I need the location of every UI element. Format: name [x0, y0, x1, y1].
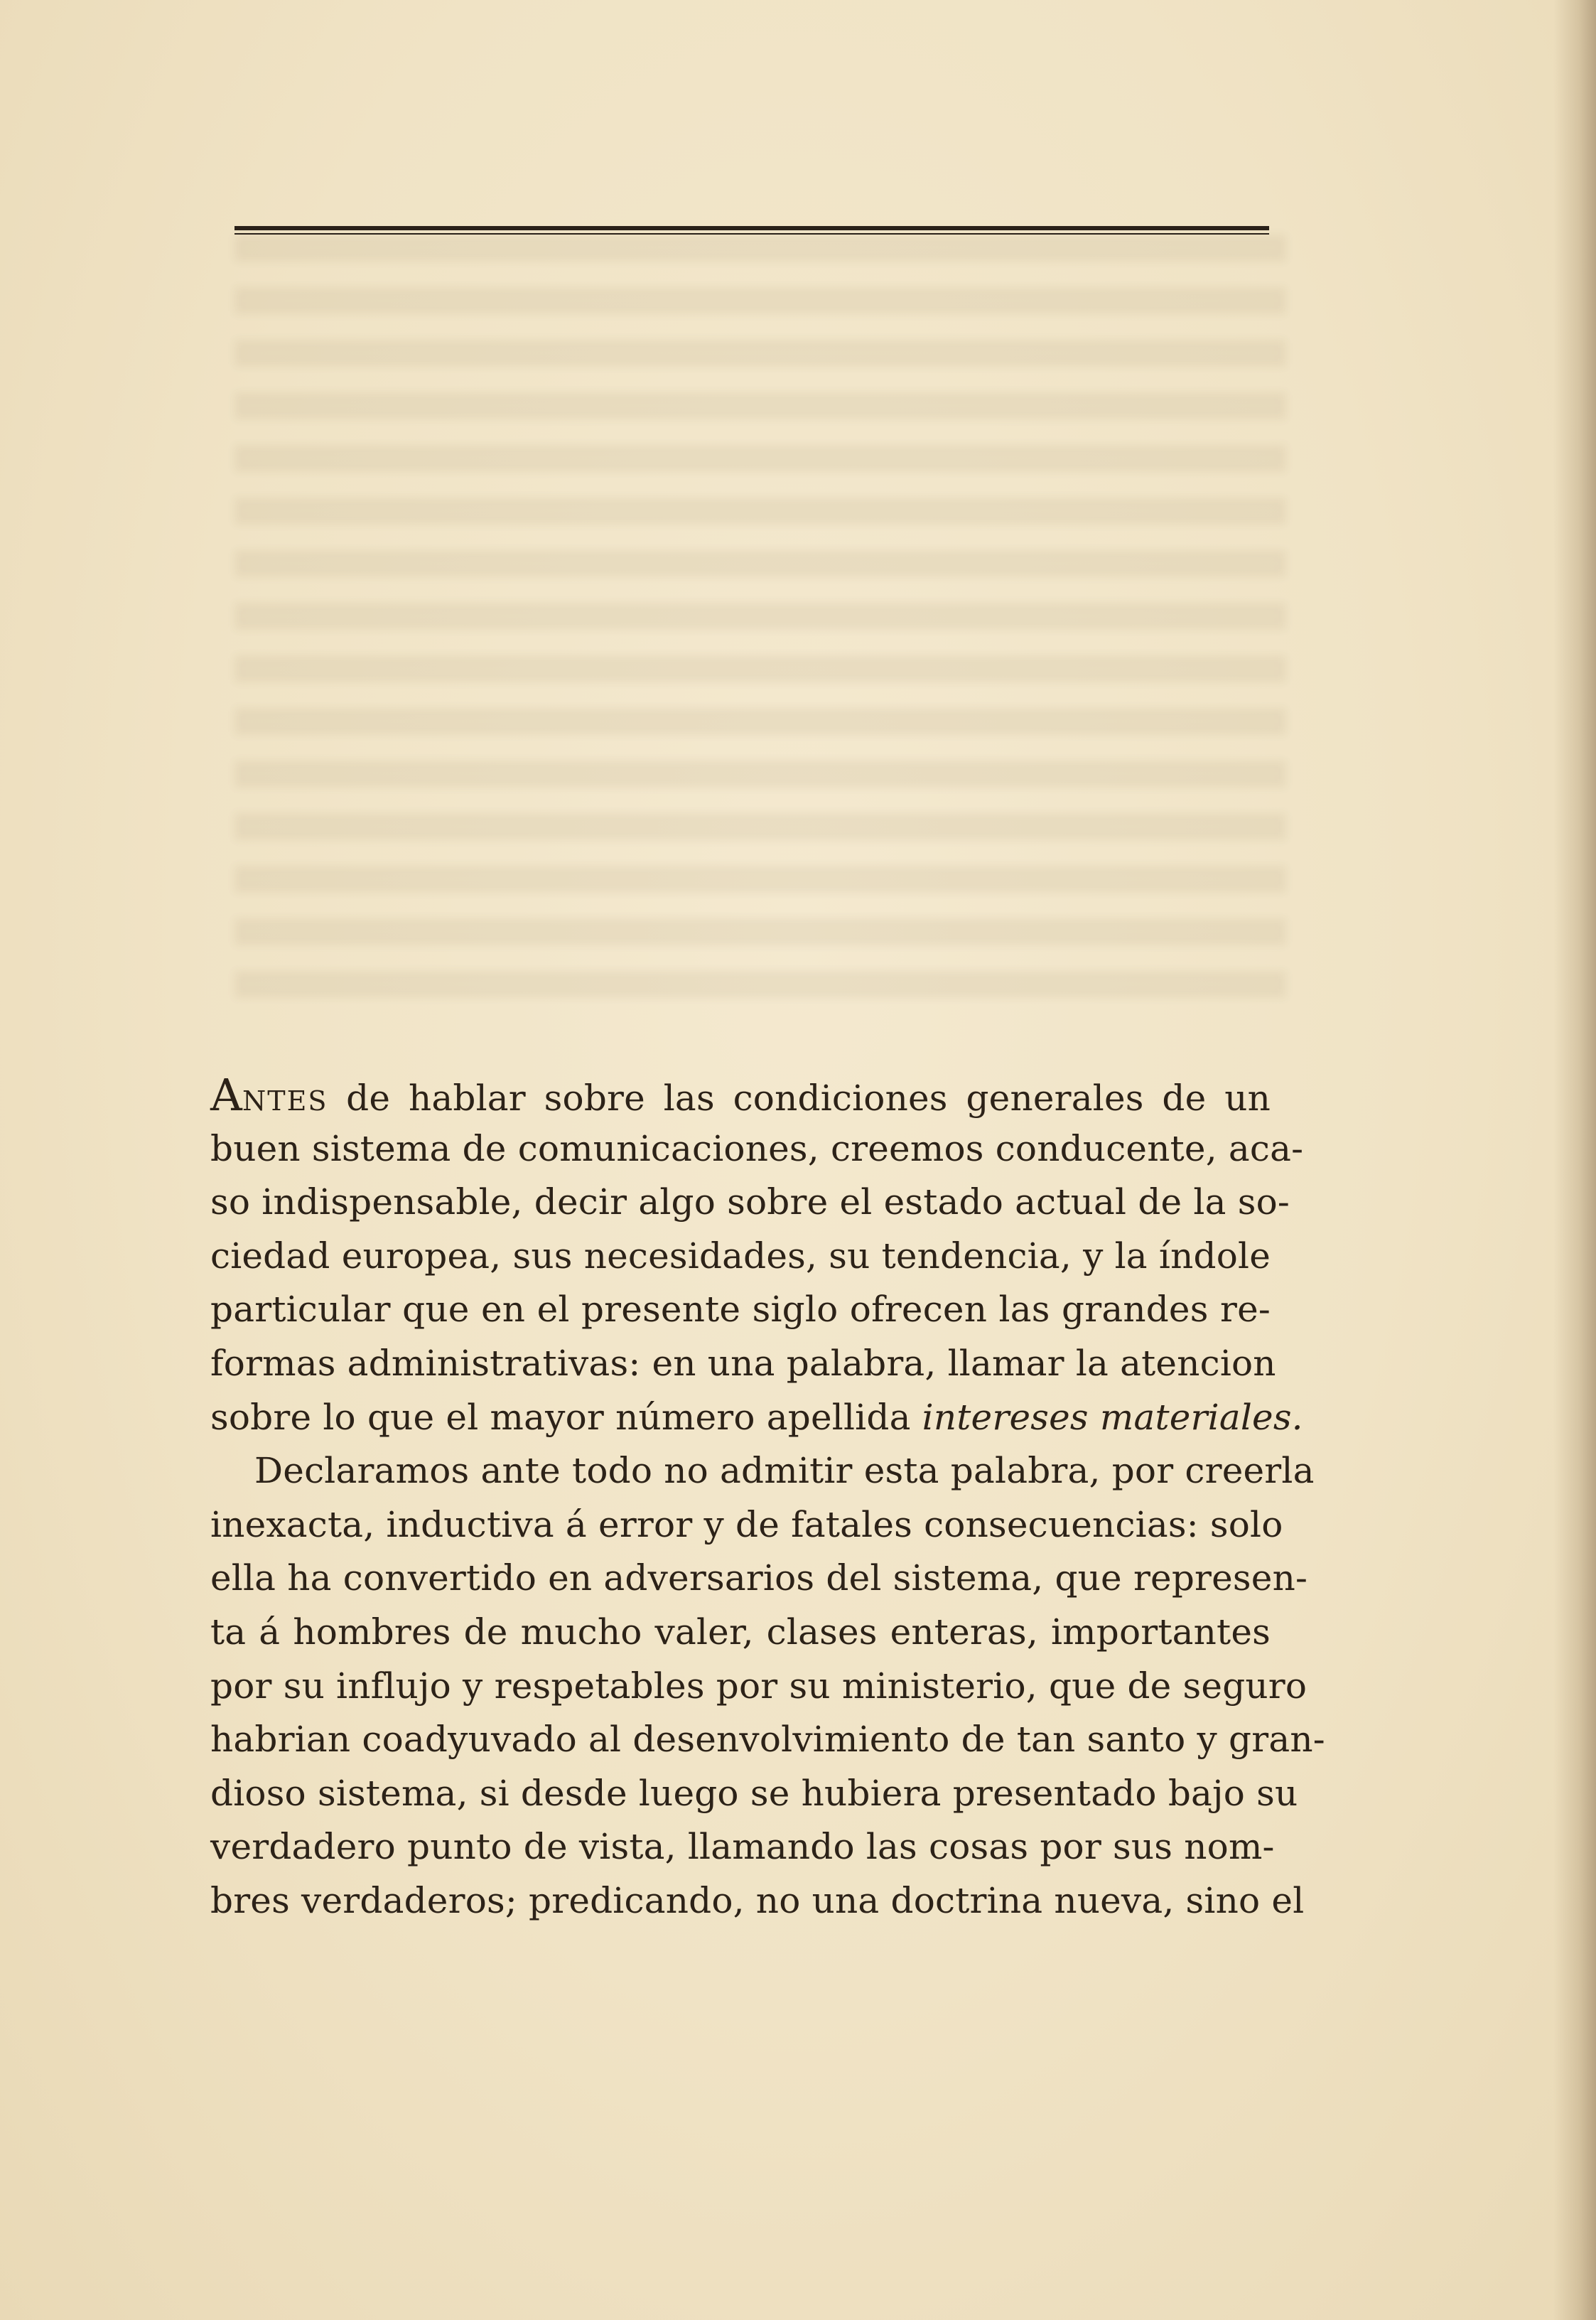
- text-line: por su influjo y respetables por su ministerio, que de seguro: [210, 1665, 1307, 1707]
- text-line: formas administrativas: en una palabra, llamar la atencion: [210, 1342, 1276, 1384]
- text-line: verdadero punto de vista, llamando las cosas por sus nom-: [210, 1826, 1275, 1868]
- text-line: [210, 1068, 1271, 1122]
- line-text: sobre lo que el mayor número apellida: [210, 1396, 922, 1438]
- bleed-through-text: [234, 235, 1286, 1002]
- text-line: [210, 1391, 1303, 1445]
- text-line: particular que en el presente siglo ofrecen las grandes re-: [210, 1289, 1271, 1331]
- text-line: ta á hombres de mucho valer, clases enteras, importantes: [210, 1611, 1271, 1653]
- drop-cap: A: [210, 1069, 242, 1121]
- paragraph-2: [210, 1444, 1325, 1928]
- text-line: bres verdaderos; predicando, no una doctrina nueva, sino el: [210, 1879, 1305, 1921]
- small-caps-word: NTES: [242, 1085, 328, 1117]
- text-line: habrian coadyuvado al desenvolvimiento de tan santo y gran-: [210, 1719, 1325, 1761]
- text-line: Declaramos ante todo no admitir esta palabra, por creerla: [254, 1450, 1315, 1492]
- paragraph-1: [210, 1068, 1304, 1444]
- italic-phrase: intereses materiales.: [922, 1396, 1303, 1438]
- text-line: ella ha convertido en adversarios del sistema, que represen-: [210, 1557, 1308, 1599]
- line-text: de hablar sobre las condiciones generales de un: [328, 1078, 1271, 1119]
- header-rule: [234, 226, 1269, 235]
- text-line: inexacta, inductiva á error y de fatales consecuencias: solo: [210, 1503, 1283, 1545]
- page-edge-shadow: [1553, 0, 1596, 2320]
- text-line: so indispensable, decir algo sobre el estado actual de la so-: [210, 1181, 1290, 1223]
- body-text: [210, 1068, 1325, 1928]
- text-line: buen sistema de comunicaciones, creemos conducente, aca-: [210, 1127, 1304, 1169]
- text-line: ciedad europea, sus necesidades, su tendencia, y la índole: [210, 1235, 1271, 1277]
- text-line: dioso sistema, si desde luego se hubiera presentado bajo su: [210, 1772, 1298, 1814]
